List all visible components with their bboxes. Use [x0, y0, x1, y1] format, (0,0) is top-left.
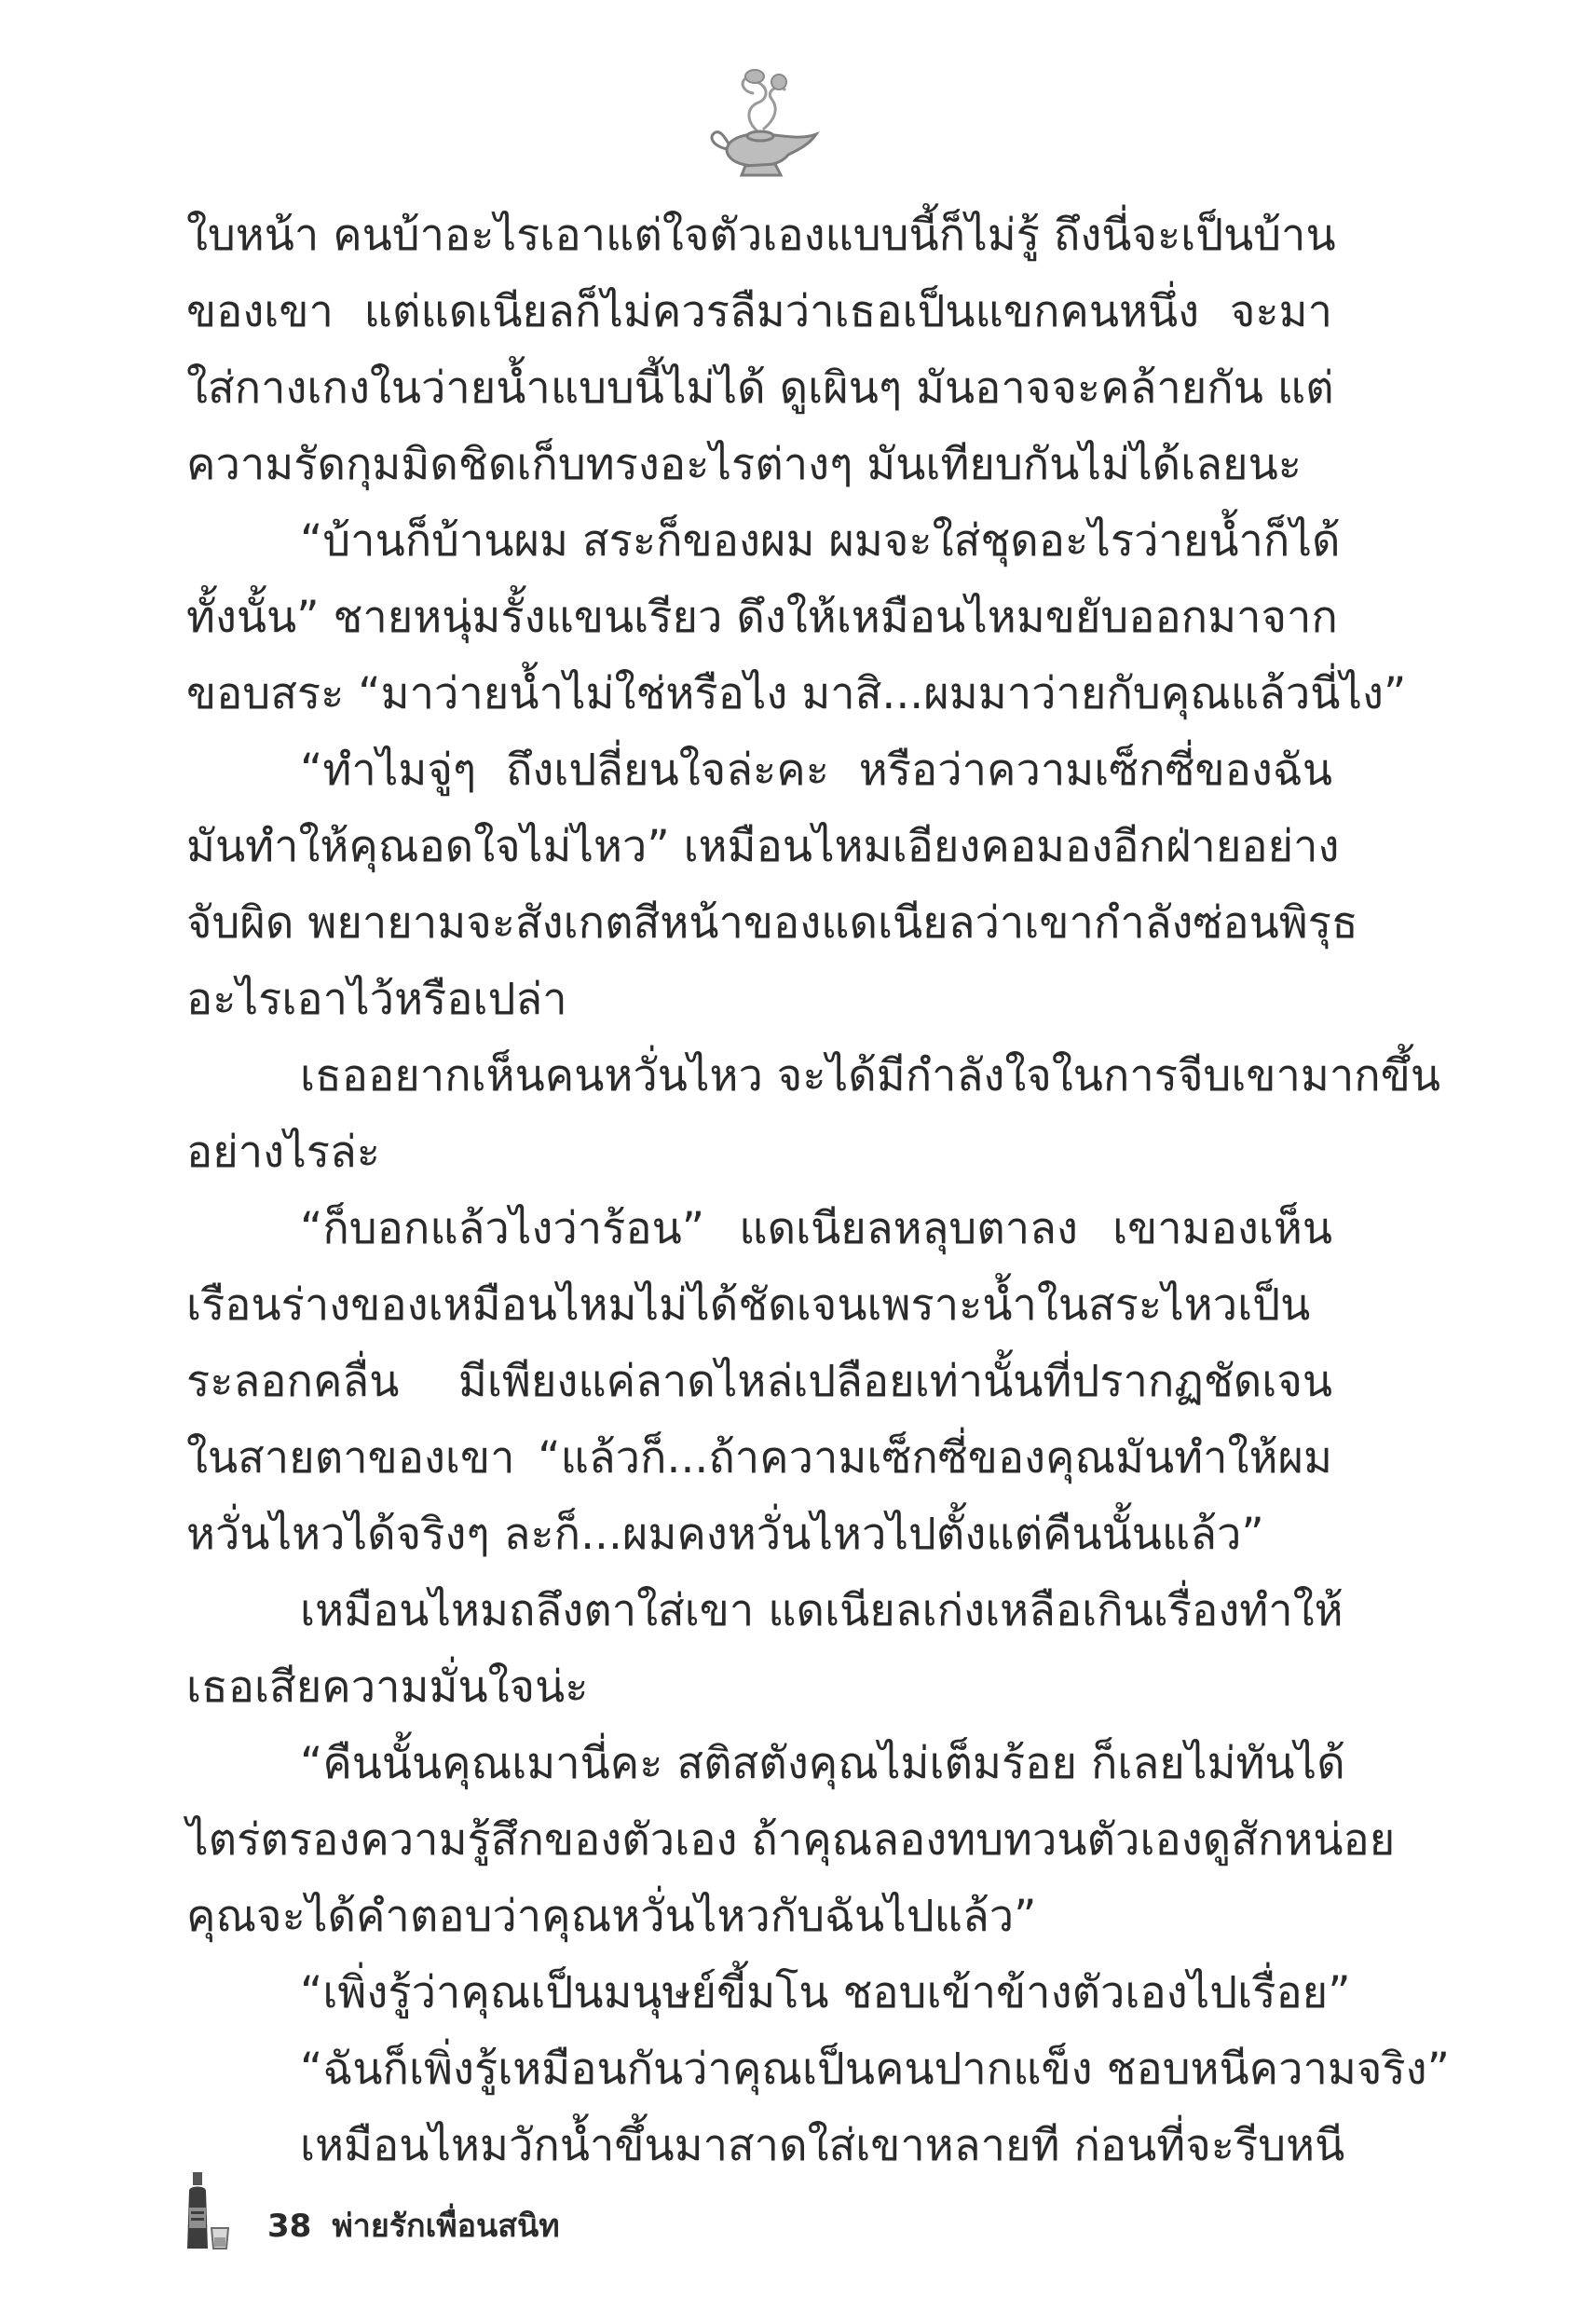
text-line: คุณจะได้คำตอบว่าคุณหวั่นไหวกับฉันไปแล้ว” [186, 1891, 1037, 1942]
text-line: “เพิ่งรู้ว่าคุณเป็นมนุษย์ขี้มโน ชอบเข้าข้างตัวเองไปเรื่อย” [300, 1967, 1351, 2018]
genie-lamp-ornament-icon [699, 65, 829, 182]
text-line: ใบหน้า คนบ้าอะไรเอาแต่ใจตัวเองแบบนี้ก็ไม่รู้ ถึงนี่จะเป็นบ้าน [186, 210, 1336, 261]
text-line: ในสายตาของเขา “แล้วก็...ถ้าความเซ็กซี่ของคุณมันทำให้ผม [186, 1432, 1332, 1484]
text-line: เธอเสียความมั่นใจน่ะ [186, 1661, 589, 1713]
text-line: “ก็บอกแล้วไงว่าร้อน” แดเนียลหลุบตาลง เขามองเห็น [300, 1203, 1332, 1254]
text-line: เหมือนไหมวักน้ำขึ้นมาสาดใส่เขาหลายที ก่อนที่จะรีบหนี [300, 2120, 1345, 2171]
page-footer [182, 2167, 560, 2250]
text-line: “ฉันก็เพิ่งรู้เหมือนกันว่าคุณเป็นคนปากแข็ง ชอบหนีความจริง” [300, 2044, 1450, 2095]
text-line: ระลอกคลื่น มีเพียงแค่ลาดไหล่เปลือยเท่านั้นที่ปรากฏชัดเจน [186, 1356, 1332, 1407]
text-line: “คืนนั้นคุณเมานี่คะ สติสตังคุณไม่เต็มร้อย ก็เลยไม่ทันได้ [300, 1738, 1345, 1789]
text-line: ของเขา แต่แดเนียลก็ไม่ควรลืมว่าเธอเป็นแขกคนหนึ่ง จะมา [186, 286, 1332, 337]
text-line: มันทำให้คุณอดใจไม่ไหว” เหมือนไหมเอียงคอมองอีกฝ่ายอย่าง [186, 821, 1340, 872]
text-line: “บ้านก็บ้านผม สระก็ของผม ผมจะใส่ชุดอะไรว่ายน้ำก็ได้ [300, 515, 1341, 567]
text-line: ไตร่ตรองความรู้สึกของตัวเอง ถ้าคุณลองทบทวนตัวเองดูสักหน่อย [186, 1814, 1396, 1866]
text-line: ความรัดกุมมิดชิดเก็บทรงอะไรต่างๆ มันเทียบกันไม่ได้เลยนะ [186, 439, 1302, 490]
text-line: อะไรเอาไว้หรือเปล่า [186, 974, 567, 1025]
text-line: จับผิด พยายามจะสังเกตสีหน้าของแดเนียลว่าเขากำลังซ่อนพิรุธ [186, 897, 1358, 949]
text-line: หวั่นไหวได้จริงๆ ละก็...ผมคงหวั่นไหวไปตั้งแต่คืนนั้นแล้ว” [186, 1509, 1264, 1560]
text-line: “ทำไมจู่ๆ ถึงเปลี่ยนใจล่ะคะ หรือว่าความเซ็กซี่ของฉัน [300, 745, 1332, 796]
text-line: ขอบสระ “มาว่ายน้ำไม่ใช่หรือไง มาสิ...ผมมาว่ายกับคุณแล้วนี่ไง” [186, 668, 1407, 719]
text-line: ใส่กางเกงในว่ายน้ำแบบนี้ไม่ได้ ดูเผินๆ มันอาจจะคล้ายกัน แต่ [186, 362, 1334, 414]
text-line: เธออยากเห็นคนหวั่นไหว จะได้มีกำลังใจในการจีบเขามากขึ้น [300, 1050, 1441, 1101]
text-line: เรือนร่างของเหมือนไหมไม่ได้ชัดเจนเพราะน้ำในสระไหวเป็น [186, 1279, 1311, 1331]
text-line: ทั้งนั้น” ชายหนุ่มรั้งแขนเรียว ดึงให้เหมือนไหมขยับออกมาจาก [186, 592, 1338, 643]
whisky-bottle-and-glass-icon [182, 2170, 232, 2250]
story-text [186, 198, 1450, 2184]
text-line: อย่างไรล่ะ [186, 1127, 381, 1178]
page-number: 38 [267, 2208, 312, 2245]
text-line: เหมือนไหมถลึงตาใส่เขา แดเนียลเก่งเหลือเกินเรื่องทำให้ [300, 1585, 1344, 1636]
book-title: พ่ายรักเพื่อนสนิท [332, 2208, 560, 2245]
